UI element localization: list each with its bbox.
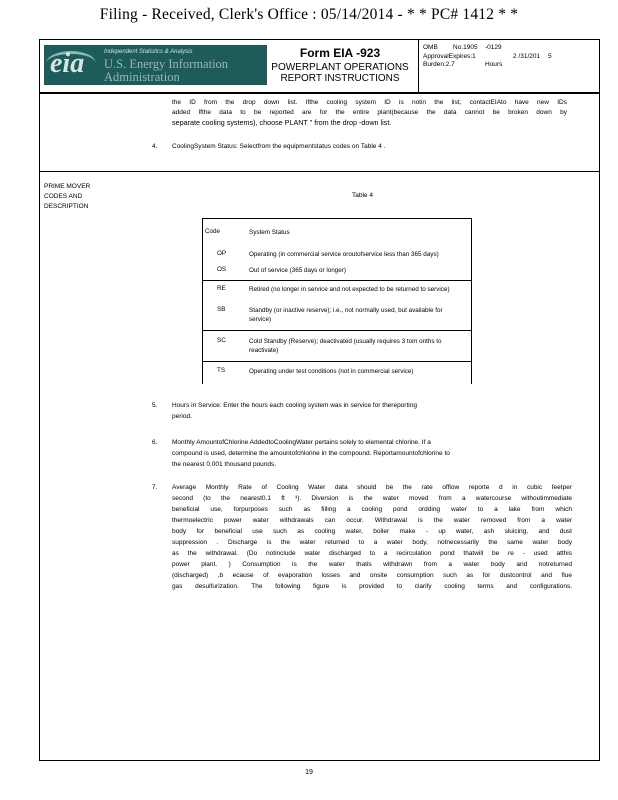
paragraph-line: second (to the nearest0.1 ft ³). Diversion is the water moved from a watercourse withoutimmediate [172,495,572,502]
row-divider [203,361,471,362]
omb-info-box [418,40,599,92]
item-7-paragraph [172,482,572,592]
status-description: Operating under test conditions (not in commercial service) [249,368,414,375]
item-4-text: CoolingSystem Status: Selectfrom the equipmentstatus codes on Table 4 . [172,143,386,150]
status-description: Retired (no longer in service and not expected to be returned to service) [249,286,450,293]
form-subtitle-line2: REPORT INSTRUCTIONS [280,73,400,84]
filing-stamp: Filing - Received, Clerk's Office : 05/14/2014 - * * PC# 1412 * * [99,6,519,23]
status-code: RE [217,285,226,292]
omb-number: No.1905 [453,44,478,51]
item-6-line-3: the nearest 0.001 thousand pounds. [172,461,277,468]
left-label-line: CODES AND [44,193,83,200]
status-code: SC [217,337,226,344]
form-subtitle-line1: POWERPLANT OPERATIONS [271,62,409,73]
paragraph-line: (discharged) ,b ecause of evaporation losses and onsite consumption such as for dustcontrol and flue [172,572,572,579]
left-label-line: PRIME MOVER [44,183,91,190]
section-divider [40,171,599,172]
paragraph-line: beneficial use, forpurposes such as filling a cooling pond ordding water to a lake from which [172,506,572,513]
omb-row [423,44,599,53]
status-description: Cold Standby (Reserve); deactivated (usually requires 3 tom onths to reactivate) [249,338,442,354]
form-title-block [270,46,410,84]
paragraph-line: body for beneficial use such as cooling water, boiler make - up water, ash sluicing, and dust [172,528,572,535]
logo-tagline: Independent Statistics & Analysis [104,49,193,55]
logo-mark: eia [50,48,85,79]
left-label-line: DESCRIPTION [44,203,89,210]
status-description: Operating (in commercial service oroutofservice less than 365 days) [249,251,439,258]
item-7-number: 7. [152,484,158,491]
status-description: Standby (or inactive reserve); i.e., not normally used, but available for service) [249,307,443,323]
burden-row [423,61,599,70]
row-divider [203,330,471,331]
paragraph-line: gas desulfurization. The following figure is provided to clarify cooling terms and configurations. [172,583,572,590]
status-description: Out of service (365 days or longer) [249,267,346,274]
item-5-line-1: Hours in Service: Enter the hours each cooling system was in service for thereporting [172,402,417,409]
item-6-line-2: compound is used, determine the amountofchlorine in the compound. Reportamountofchlorine to [172,450,450,457]
col-header-code: Code [205,228,221,235]
eia-logo [44,45,267,85]
status-code: TS [217,367,226,374]
logo-name-line1: U.S. Energy Information [104,57,229,71]
item-6-line-1: Monthly AmountofChlorine AddedtoCoolingWater pertains solely to elemental chlorine. If a [172,439,431,446]
intro-line-3: separate cooling systems), choose PLANT " from the drop -down list. [172,118,392,127]
approval-date-suffix: 5 [548,52,552,60]
status-code: OP [217,250,227,257]
col-header-status: System Status [249,229,290,236]
paragraph-line: power plant. ) Consumption is the water thatis withdrawn from a water body and notreturned [172,561,572,568]
status-code: SB [217,306,226,313]
prime-mover-label [44,182,90,212]
status-code-table [202,218,472,384]
omb-label: OMB [423,44,438,51]
paragraph-line: Average Monthly Rate of Cooling Water data should be the rate offlow reporte d in cubic feetper [172,484,572,491]
approval-label: ApprovalExpires:1 [423,52,476,60]
page-frame [39,39,600,761]
logo-name-line2: Administration [104,70,180,84]
paragraph-line: suppression . Discharge is the water returned to a water body, notnecessarily the same water body [172,539,572,546]
item-5-number: 5. [152,402,158,409]
intro-line-1: the ID from the drop down list. Ifthe cooling system ID is notin the list, contactEIAto have new IDs [172,99,567,106]
row-divider [203,280,471,281]
intro-line-2: added Ifthe data to be reported are for the entire plant(because the data cannot be broken down by [172,109,567,116]
burden-unit: Hours [485,61,503,68]
approval-row [423,53,599,62]
paragraph-line: thermoelectric power water withdrawals can occur. Withdrawal is the water removed from a water [172,517,572,524]
item-4-number: 4. [152,143,158,150]
burden-label: Burden:2.7 [423,61,455,68]
table-caption: Table 4 [352,192,373,199]
omb-number-suffix: -0129 [485,44,502,51]
approval-date: 2 /31/201 [513,52,541,60]
status-code: OS [217,266,227,273]
item-6-number: 6. [152,439,158,446]
page-number: 19 [305,769,313,776]
form-header [40,40,599,94]
item-5-line-2: period. [172,413,192,420]
paragraph-line: as the withdrawal. (Do notinclude water discharged to a recirculation pond thatwill be re - used atthis [172,550,572,557]
form-title: Form EIA -923 [299,46,381,60]
